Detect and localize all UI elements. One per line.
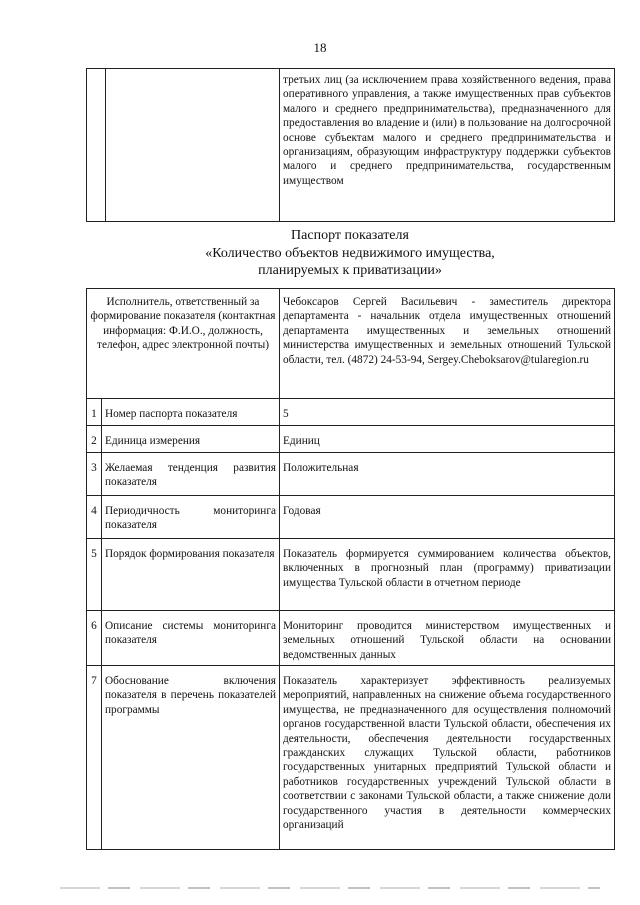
table-row [87, 426, 615, 453]
table-row [87, 496, 615, 539]
row-num: 6 [87, 611, 102, 666]
row-num: 5 [87, 539, 102, 611]
passport-title-line1: Паспорт показателя [291, 228, 409, 243]
continuation-num-cell [87, 69, 106, 222]
row-value: 5 [280, 399, 615, 426]
passport-table [86, 288, 615, 850]
row-num: 1 [87, 399, 102, 426]
row-label: Желаемая тенденция развития показателя [102, 453, 280, 496]
executor-value: Чебоксаров Сергей Васильевич - заместитель директора департамента - начальник отдела имущественных отношений департамента имущественных и земельных отношений министерства имущественных и земельных отношений Тульской области, тел. (4872) 24-53-94, Sergey.Cheboksarov@tularegion.ru [280, 289, 615, 399]
row-num: 3 [87, 453, 102, 496]
row-num: 7 [87, 666, 102, 850]
table-row [87, 69, 615, 222]
row-num: 4 [87, 496, 102, 539]
continuation-table [86, 68, 615, 222]
table-row [87, 611, 615, 666]
row-value: Мониторинг проводится министерством имущественных и земельных отношений Тульской области на основании ведомственных данных [280, 611, 615, 666]
row-num: 2 [87, 426, 102, 453]
executor-row [87, 289, 615, 399]
row-value: Положительная [280, 453, 615, 496]
passport-title-line2: «Количество объектов недвижимого имущества, [205, 245, 495, 261]
row-label: Номер паспорта показателя [102, 399, 280, 426]
page-number: 18 [313, 40, 327, 55]
passport-title [86, 227, 614, 280]
passport-title-line3: планируемых к приватизации» [258, 263, 442, 278]
row-label: Порядок формирования показателя [102, 539, 280, 611]
table-row [87, 539, 615, 611]
continuation-text: третьих лиц (за исключением права хозяйственного ведения, права оперативного управления, а также имущественных прав субъектов малого и среднего предпринимательства), предназначенного для предоставления во владение и (или) в пользование на долгосрочной основе субъектам малого и среднего предпринимательства и организациям, образующим инфраструктуру поддержки субъектов малого и среднего предпринимательства, государственным имуществом [280, 69, 615, 222]
row-label: Описание системы мониторинга показателя [102, 611, 280, 666]
continuation-label-cell [106, 69, 280, 222]
row-value: Показатель характеризует эффективность реализуемых мероприятий, направленных на снижение объема государственного имущества, не предназначенного для осуществления полномочий органов государственной власти Тульской области, обеспечения их деятельности, обеспечения деятельности государственных гражданских служащих Тульской области, работников государственных унитарных предприятий Тульской области и работников государственных учреждений Тульской области в соответствии с законами Тульской области, а также снижение доли государственного участия в деятельности коммерческих организаций [280, 666, 615, 850]
table-row [87, 399, 615, 426]
row-label: Обоснование включения показателя в перечень показателей программы [102, 666, 280, 850]
scan-artifact-line [60, 887, 600, 889]
table-row [87, 666, 615, 850]
row-label: Периодичность мониторинга показателя [102, 496, 280, 539]
table-row [87, 453, 615, 496]
row-value: Единиц [280, 426, 615, 453]
executor-label: Исполнитель, ответственный за формирование показателя (контактная информация: Ф.И.О., должность, телефон, адрес электронной почты) [87, 289, 280, 399]
row-value: Годовая [280, 496, 615, 539]
row-label: Единица измерения [102, 426, 280, 453]
row-value: Показатель формируется суммированием количества объектов, включенных в прогнозный план (программу) приватизации имущества Тульской области в отчетном периоде [280, 539, 615, 611]
